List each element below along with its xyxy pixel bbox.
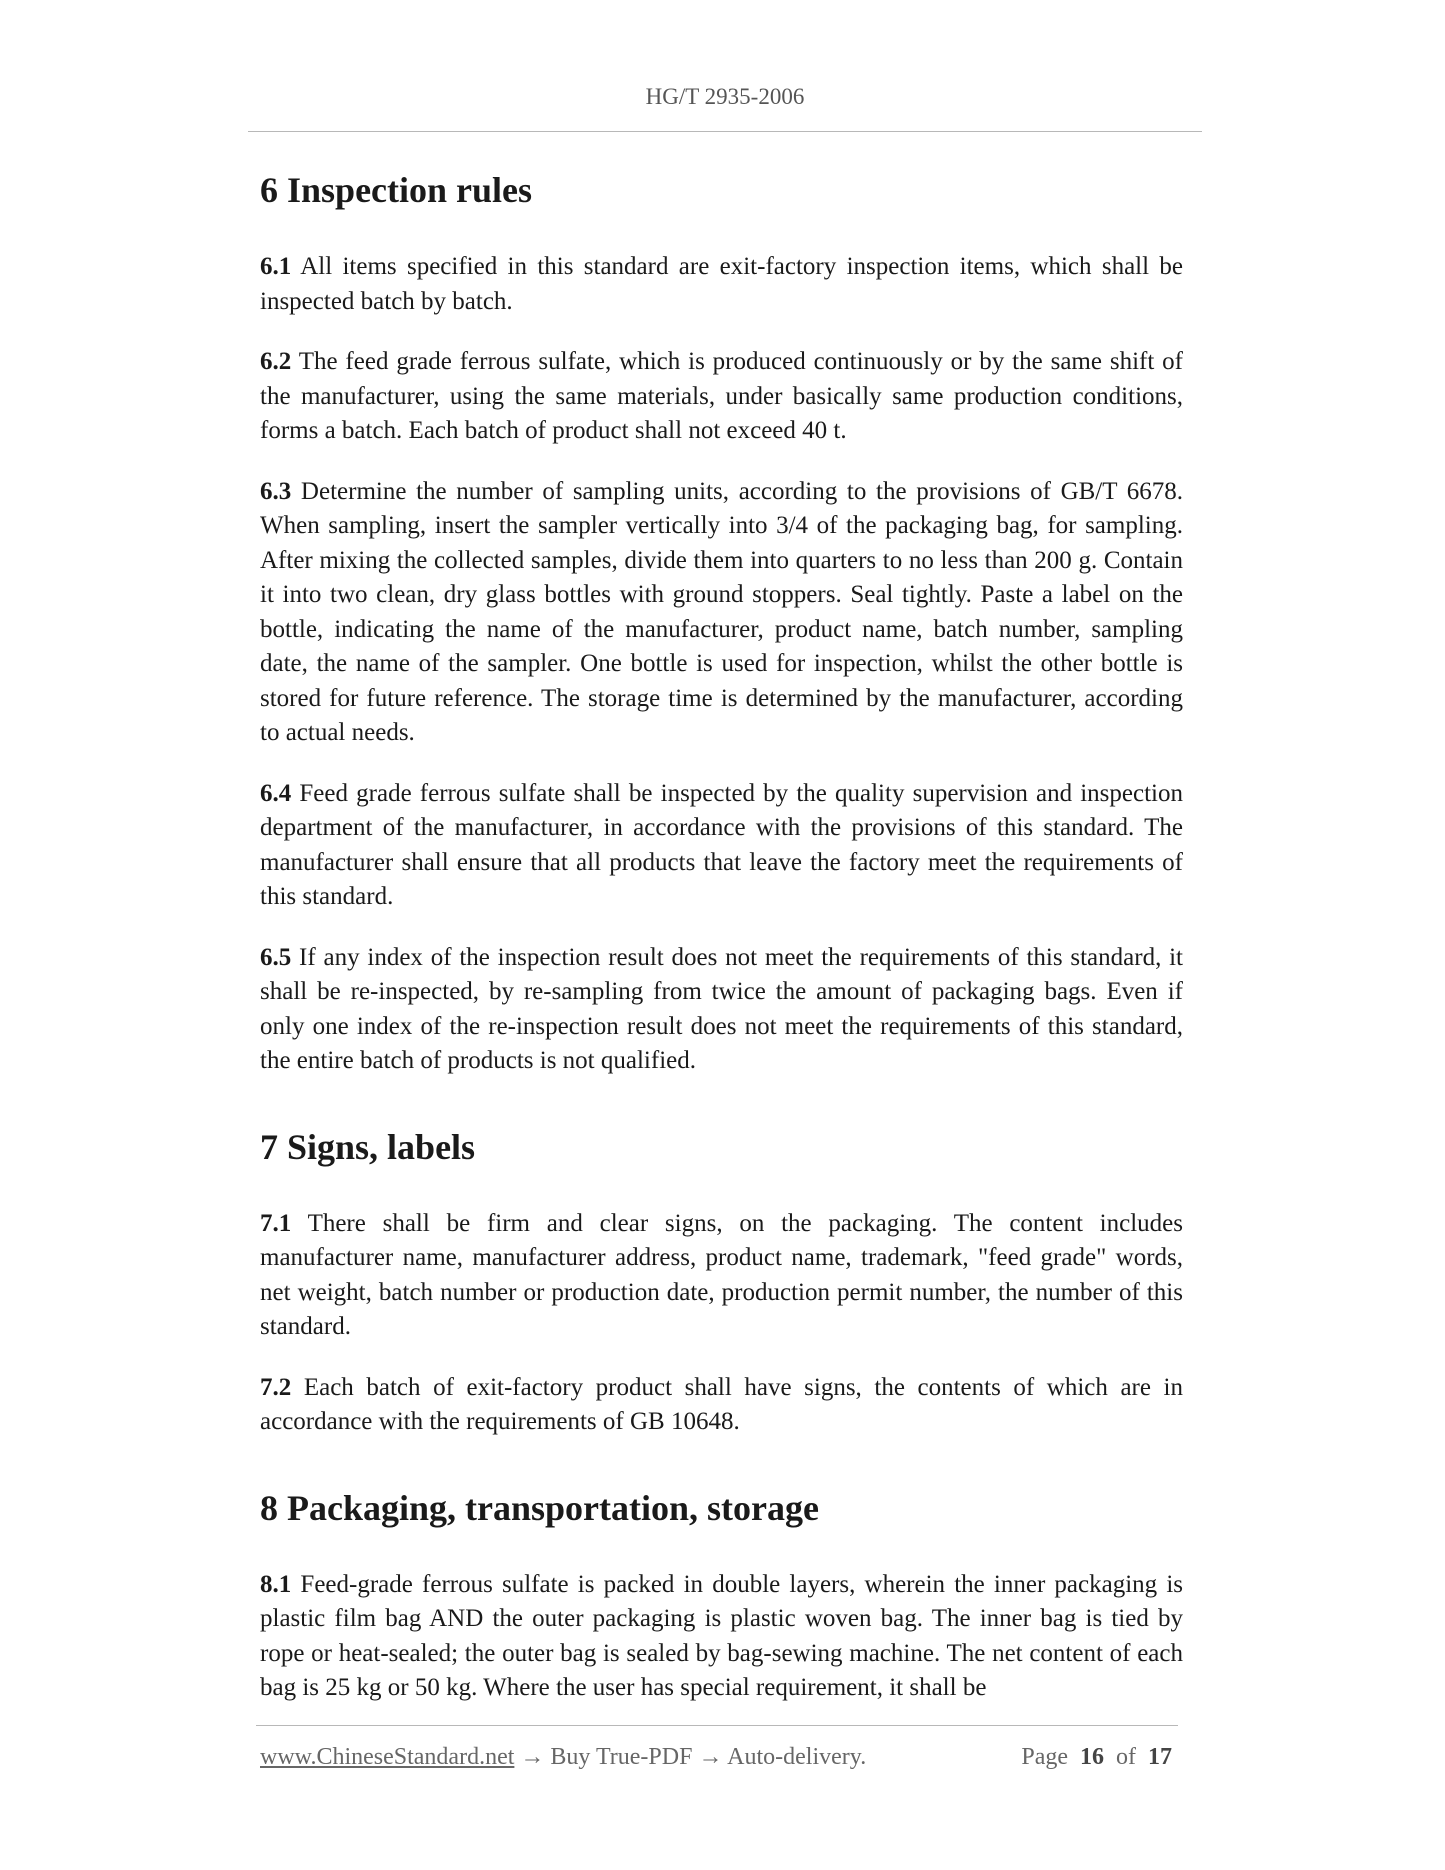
clause-number: 6.4 [260, 779, 292, 807]
clause-number: 8.1 [260, 1570, 292, 1598]
arrow-right-icon: → [520, 1744, 545, 1770]
section-heading-7: 7 Signs, labels [260, 1126, 476, 1167]
clause-number: 7.1 [260, 1209, 292, 1237]
footer-promo [260, 1744, 866, 1771]
clause-8-1 [260, 1568, 1183, 1706]
section-heading-6: 6 Inspection rules [260, 170, 533, 210]
arrow-right-icon: → [698, 1744, 723, 1770]
footer-divider [256, 1725, 1178, 1726]
auto-delivery-text: Auto-delivery. [727, 1744, 867, 1770]
page-of: of [1116, 1744, 1136, 1770]
page-total: 17 [1148, 1744, 1172, 1770]
clause-number: 6.5 [260, 943, 292, 971]
clause-text: There shall be firm and clear signs, on the packaging. The content includes manufacturer name, manufacturer address, product name, trademark, "feed grade" words, net weight, batch number or production date, production permit number, the number of this standard. [260, 1209, 1183, 1340]
clause-text: Feed grade ferrous sulfate shall be inspected by the quality supervision and inspection department of the manufacturer, in accordance with the provisions of this standard. The manufacturer shall ensure that all products that leave the factory meet the requirements of this standard. [260, 779, 1183, 910]
buy-pdf-text: Buy True-PDF [550, 1744, 693, 1770]
clause-text: Feed-grade ferrous sulfate is packed in double layers, wherein the inner packaging is plastic film bag AND the outer packaging is plastic woven bag. The inner bag is tied by rope or heat-sealed; the outer bag is sealed by bag-sewing machine. The net content of each bag is 25 kg or 50 kg. Where the user has special requirement, it shall be [260, 1570, 1184, 1701]
clause-number: 7.2 [260, 1373, 292, 1401]
clause-6-5 [260, 941, 1183, 1079]
section-heading-8: 8 Packaging, transportation, storage [260, 1487, 819, 1528]
clause-text: If any index of the inspection result does not meet the requirements of this standard, it shall be re-inspected, by re-sampling from twice the amount of packaging bags. Even if only one index of the re-inspection result does not meet the requirements of this standard, the entire batch of products is not qualified. [260, 943, 1184, 1074]
clause-text: All items specified in this standard are exit-factory inspection items, which shall be inspected batch by batch. [260, 253, 1183, 315]
page-body [260, 168, 1183, 1732]
page-label: Page [1021, 1744, 1068, 1770]
clause-6-3 [260, 475, 1183, 751]
clause-6-1 [260, 250, 1183, 319]
clause-7-2 [260, 1371, 1183, 1440]
page-current: 16 [1080, 1744, 1104, 1770]
clause-text: Each batch of exit-factory product shall have signs, the contents of which are in accordance with the requirements of GB 10648. [260, 1373, 1183, 1435]
page-footer [260, 1744, 1183, 1774]
clause-number: 6.1 [260, 253, 292, 280]
page-indicator [1021, 1744, 1172, 1771]
site-link[interactable]: www.ChineseStandard.net [260, 1744, 515, 1770]
clause-6-4 [260, 777, 1183, 915]
header-divider [248, 131, 1202, 132]
clause-text: Determine the number of sampling units, according to the provisions of GB/T 6678. When sampling, insert the sampler vertically into 3/4 of the packaging bag, for sampling. After mixing the collected samples, divide them into quarters to no less than 200 g. Contain it into two clean, dry glass bottles with ground stoppers. Seal tightly. Paste a label on the bottle, indicating the name of the manufacturer, product name, batch number, sampling date, the name of the sampler. One bottle is used for inspection, whilst the other bottle is stored for future reference. The storage time is determined by the manufacturer, according to actual needs. [260, 477, 1183, 746]
clause-number: 6.3 [260, 477, 292, 505]
clause-7-1 [260, 1207, 1183, 1345]
clause-6-2 [260, 345, 1183, 449]
running-header: HG/T 2935-2006 [645, 84, 805, 109]
clause-text: The feed grade ferrous sulfate, which is produced continuously or by the same shift of the manufacturer, using the same materials, under basically same production conditions, forms a batch. Each batch of product shall not exceed 40 t. [260, 348, 1183, 444]
clause-number: 6.2 [260, 348, 292, 375]
